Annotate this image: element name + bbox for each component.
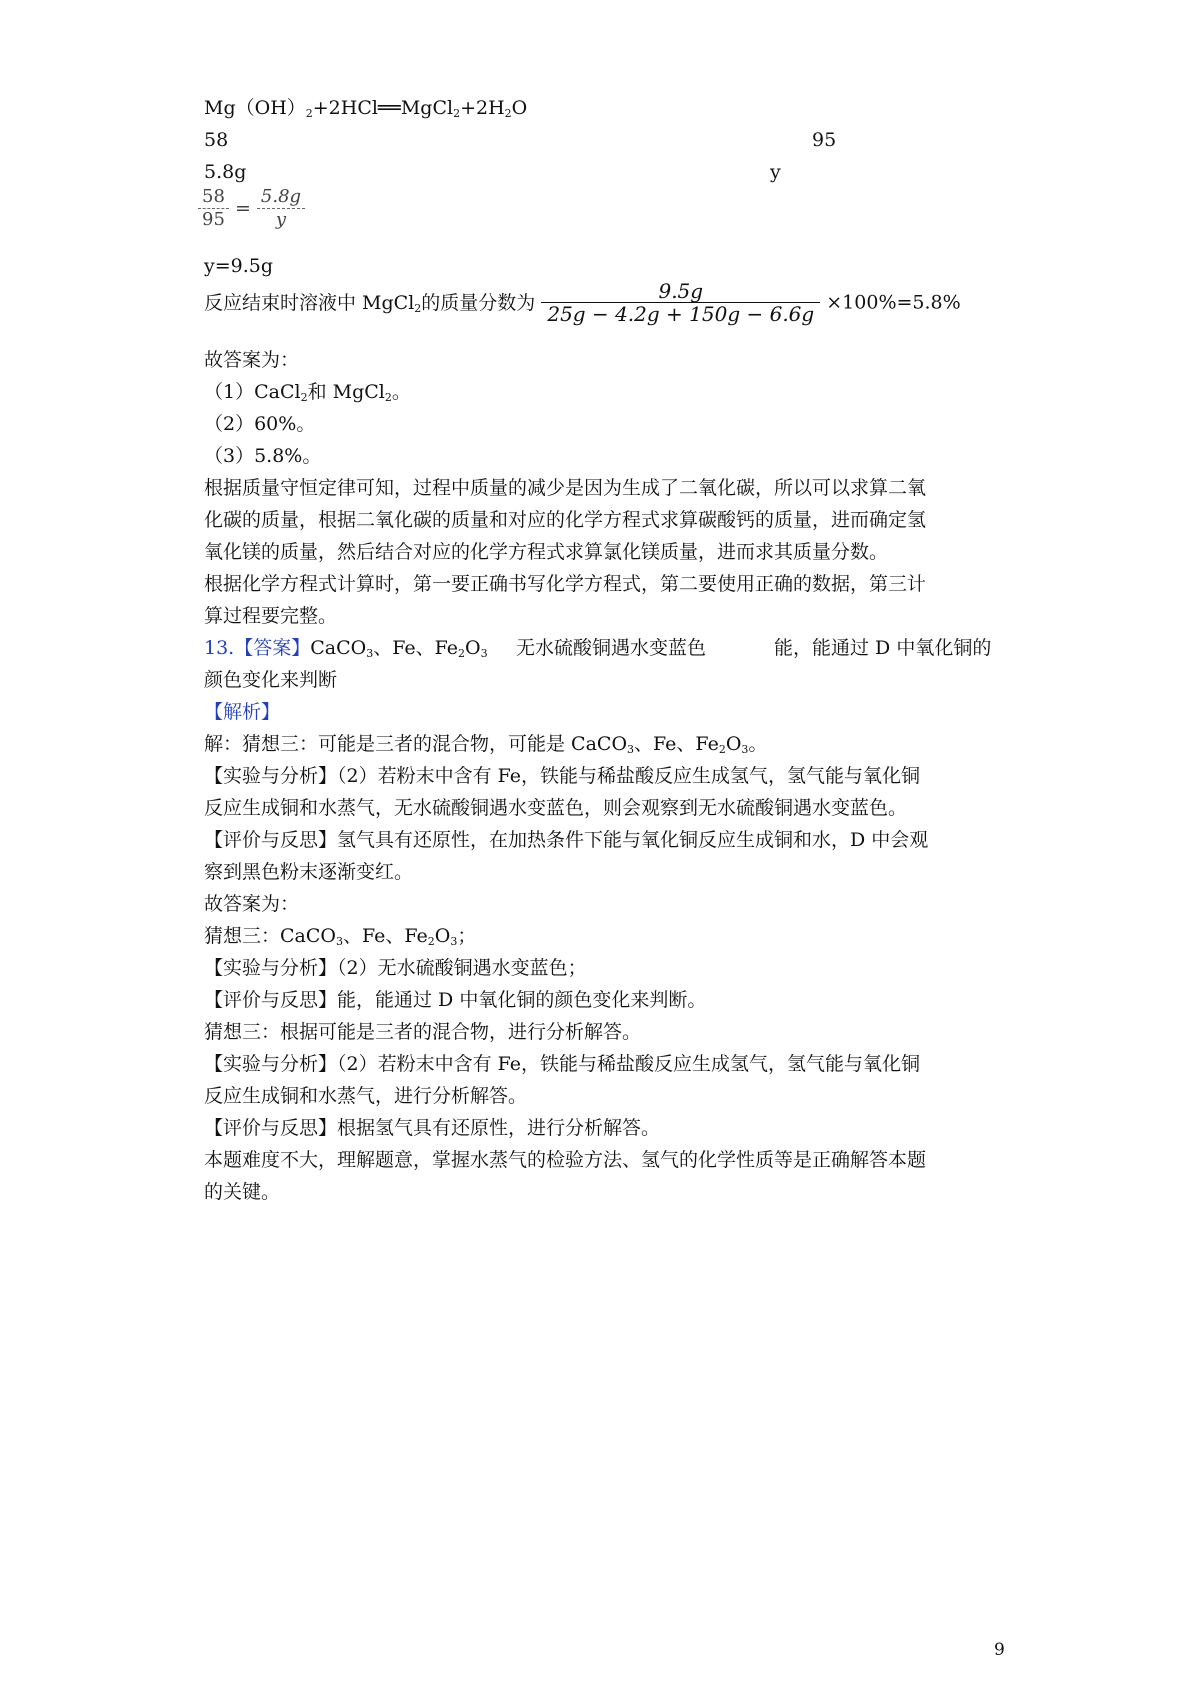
answer-1: （1）CaCl$_2$和 MgCl$_2$。: [204, 381, 411, 404]
equation-text: +2H: [460, 97, 505, 119]
q13-answer-blank-2: 无水硫酸铜遇水变蓝色: [516, 637, 707, 659]
analysis-line: 氧化镁的质量，然后结合对应的化学方程式求算氯化镁质量，进而求其质量分数。: [204, 541, 889, 563]
answer-heading: 故答案为：: [204, 349, 300, 371]
solution-line: 的关键。: [204, 1181, 281, 1203]
subscript: 2: [504, 107, 512, 120]
solution-line: 【实验与分析】（2）若粉末中含有 Fe，铁能与稀盐酸反应生成氢气，氢气能与氧化铜: [204, 765, 921, 787]
answer-tag: 【答案】: [234, 637, 311, 659]
mass-value-5-8g: 5.8g: [204, 161, 247, 183]
analysis-line: 根据化学方程式计算时，第一要正确书写化学方程式，第二要使用正确的数据，第三计: [204, 573, 927, 595]
ratio-equation: [198, 186, 305, 231]
solution-line: 【评价与反思】能，能通过 D 中氧化铜的颜色变化来判断。: [204, 989, 707, 1011]
mass-fraction-line: 反应结束时溶液中 MgCl$_2$的质量分数为 $\frac{9.5g}{25g - 4.2g + 150g - 6.6g}$ ×100%=5.8%: [204, 279, 961, 326]
solution-line: 本题难度不大，理解题意，掌握水蒸气的检验方法、氢气的化学性质等是正确解答本题: [204, 1149, 927, 1171]
equals-sign: =: [234, 197, 251, 220]
molar-mass-58: 58: [204, 129, 229, 151]
subscript: 2: [453, 107, 461, 120]
unknown-y: y: [770, 161, 781, 183]
solution-line: 反应生成铜和水蒸气，无水硫酸铜遇水变蓝色，则会观察到无水硫酸铜遇水变蓝色。: [204, 797, 908, 819]
subscript: 2: [305, 107, 313, 120]
chemical-equation: [204, 94, 527, 122]
answer-2: （2）60%。: [204, 413, 316, 435]
ratio-right-fraction: $\frac{5.8g}{y}$: [257, 186, 305, 231]
equation-text: +2HCl══MgCl: [312, 97, 454, 119]
mass-fraction: $\frac{9.5g}{25g - 4.2g + 150g - 6.6g}$: [541, 280, 820, 325]
analysis-line: 算过程要完整。: [204, 605, 338, 627]
solution-line: 猜想三：根据可能是三者的混合物，进行分析解答。: [204, 1021, 642, 1043]
solution-line: 【评价与反思】根据氢气具有还原性，进行分析解答。: [204, 1117, 661, 1139]
page-number: 9: [994, 1640, 1005, 1660]
analysis-line: 根据质量守恒定律可知，过程中质量的减少是因为生成了二氧化碳，所以可以求算二氧: [204, 477, 927, 499]
solution-line: 【评价与反思】氢气具有还原性，在加热条件下能与氧化铜反应生成铜和水，D 中会观: [204, 829, 929, 851]
solution-line: 【实验与分析】（2）若粉末中含有 Fe，铁能与稀盐酸反应生成氢气，氢气能与氧化铜: [204, 1053, 921, 1075]
solution-line: 反应生成铜和水蒸气，进行分析解答。: [204, 1085, 528, 1107]
question-number: 13.: [204, 637, 235, 659]
solution-line: 察到黑色粉末逐渐变红。: [204, 861, 414, 883]
solution-line: 【实验与分析】（2）无水硫酸铜遇水变蓝色；: [204, 957, 587, 979]
q13-answer-line: 13.【答案】CaCO$_3$、Fe、$Fe_2O_3$: [204, 637, 488, 660]
q13-answer-continued: 颜色变化来判断: [204, 669, 338, 691]
molar-mass-95: 95: [812, 129, 837, 151]
q13-answer-blank-3: 能，能通过 D 中氧化铜的: [774, 637, 992, 659]
result-y: y=9.5g: [204, 255, 274, 277]
solution-line: 故答案为：: [204, 893, 300, 915]
equation-text: Mg（OH）: [204, 97, 306, 119]
solution-line: 猜想三：CaCO$_3$、Fe、$Fe_2O_3$；: [204, 925, 477, 948]
fraction-suffix: ×100%=5.8%: [826, 291, 961, 314]
solution-line: 解：猜想三：可能是三者的混合物，可能是 CaCO$_3$、Fe、$Fe_2O_3$。: [204, 733, 768, 756]
analysis-tag: 【解析】: [204, 701, 281, 723]
ratio-left-fraction: $\frac{58}{95}$: [198, 186, 229, 231]
answer-3: （3）5.8%。: [204, 445, 322, 467]
equation-text: O: [511, 97, 528, 119]
analysis-line: 化碳的质量，根据二氧化碳的质量和对应的化学方程式求算碳酸钙的质量，进而确定氢: [204, 509, 927, 531]
